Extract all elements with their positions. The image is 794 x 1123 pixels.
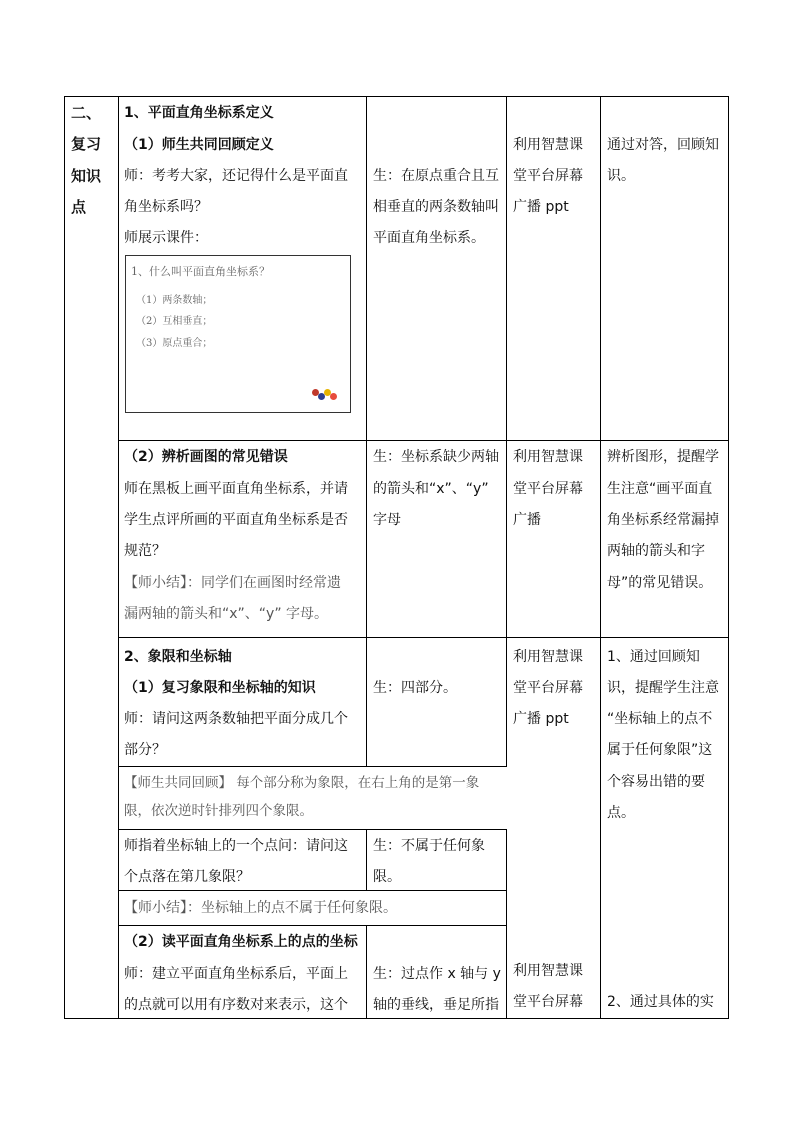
grid-line — [366, 829, 367, 890]
slide-item: （2）互相垂直； — [136, 316, 213, 327]
student-text: 生：过点作 x 轴与 y — [373, 966, 501, 982]
student-text: 平面直角坐标系。 — [373, 230, 485, 246]
section-title: 2、象限和坐标轴 — [124, 649, 232, 665]
media-text: 堂平台屏幕 — [513, 994, 583, 1010]
purpose-text: 通过对答，回顾知 — [607, 137, 719, 153]
grid-line — [118, 890, 507, 891]
student-text: 生：坐标系缺少两轴 — [373, 449, 499, 465]
stage-number: 二、 — [71, 104, 102, 122]
grid-line — [366, 96, 367, 766]
grid-line — [118, 440, 729, 441]
media-text: 堂平台屏幕 — [513, 168, 583, 184]
stage-name-line: 点 — [71, 198, 87, 216]
purpose-text: “坐标轴上的点不 — [607, 711, 713, 727]
grid-line — [118, 766, 507, 767]
student-text: 轴的垂线，垂足所指 — [373, 997, 499, 1013]
grid-line — [506, 96, 507, 766]
stage-name-line: 复习 — [71, 135, 102, 153]
grid-line — [118, 637, 729, 638]
media-text: 广播 ppt — [513, 199, 569, 215]
grid-line — [118, 829, 507, 830]
question-text: 个点落在第几象限？ — [124, 869, 250, 885]
grid-line — [118, 96, 119, 1019]
grid-line — [366, 925, 367, 1019]
student-text: 字母 — [373, 512, 401, 528]
grid-line — [506, 829, 507, 1019]
student-text: 相垂直的两条数轴叫 — [373, 199, 499, 215]
grid-line — [728, 96, 729, 1019]
purpose-text: 属于任何象限”这 — [607, 742, 713, 758]
subsection-title: （1）师生共同回顾定义 — [124, 137, 274, 153]
review-text: 限，依次逆时针排列四个象限。 — [124, 803, 313, 819]
student-text: 的箭头和“x”、“y” — [373, 481, 489, 497]
purpose-text: 识，提醒学生注意 — [607, 680, 719, 696]
question-text: 师指着坐标轴上的一个点问：请问这 — [124, 838, 348, 854]
purpose-text: 1、通过回顾知 — [607, 649, 700, 665]
purpose-text: 两轴的箭头和字 — [607, 543, 705, 559]
teacher-text: 师：建立平面直角坐标系后，平面上 — [124, 966, 348, 982]
teacher-text: 师：考考大家，还记得什么是平面直 — [124, 168, 348, 184]
teacher-text: 部分？ — [124, 742, 166, 758]
purpose-text: 2、通过具体的实 — [607, 994, 714, 1010]
purpose-text: 母”的常见错误。 — [607, 575, 713, 591]
media-text: 利用智慧课 — [513, 963, 583, 979]
purpose-text: 识。 — [607, 168, 635, 184]
grid-line — [118, 925, 507, 926]
student-text: 限。 — [373, 869, 401, 885]
slide-item: （3）原点重合； — [136, 338, 213, 349]
teacher-text: 师：请问这两条数轴把平面分成几个 — [124, 711, 348, 727]
purpose-text: 点。 — [607, 805, 635, 821]
subsection-title: （2）辨析画图的常见错误 — [124, 449, 288, 465]
teacher-text: 师在黑板上画平面直角坐标系，并请 — [124, 481, 348, 497]
teacher-text: 的点就可以用有序数对来表示，这个 — [124, 997, 348, 1013]
subsection-title: （2）读平面直角坐标系上的点的坐标 — [124, 934, 358, 950]
student-text: 生：四部分。 — [373, 680, 457, 696]
teacher-text: 学生点评所画的平面直角坐标系是否 — [124, 512, 348, 528]
grid-line — [600, 96, 601, 1019]
student-text: 生：不属于任何象 — [373, 838, 485, 854]
summary-text: 漏两轴的箭头和“x”、“y” 字母。 — [124, 606, 329, 622]
slide-preview — [125, 255, 351, 413]
media-text: 利用智慧课 — [513, 137, 583, 153]
media-text: 堂平台屏幕 — [513, 680, 583, 696]
grid-line — [64, 1018, 729, 1019]
media-text: 利用智慧课 — [513, 449, 583, 465]
teacher-text: 师展示课件： — [124, 230, 208, 246]
media-text: 利用智慧课 — [513, 649, 583, 665]
grid-line — [64, 96, 729, 97]
summary-text: 【师小结】：同学们在画图时经常遗 — [124, 575, 341, 591]
media-text: 广播 ppt — [513, 711, 569, 727]
subsection-title: （1）复习象限和坐标轴的知识 — [124, 680, 316, 696]
teacher-text: 角坐标系吗？ — [124, 199, 208, 215]
student-text: 生：在原点重合且互 — [373, 168, 499, 184]
purpose-text: 角坐标系经常漏掉 — [607, 512, 719, 528]
grid-line — [64, 96, 65, 1019]
purpose-text: 辨析图形，提醒学 — [607, 449, 719, 465]
teacher-text: 规范？ — [124, 543, 166, 559]
review-text: 【师生共同回顾】 每个部分称为象限，在右上角的是第一象 — [124, 775, 480, 791]
slide-item: （1）两条数轴； — [136, 295, 213, 306]
section-title: 1、平面直角坐标系定义 — [124, 105, 274, 121]
purpose-text: 个容易出错的要 — [607, 774, 705, 790]
summary-text: 【师小结】：坐标轴上的点不属于任何象限。 — [124, 900, 397, 916]
stage-name-line: 知识 — [71, 167, 102, 185]
slide-title: 1、什么叫平面直角坐标系？ — [131, 265, 270, 278]
purpose-text: 生注意“画平面直 — [607, 481, 713, 497]
media-text: 堂平台屏幕 — [513, 481, 583, 497]
media-text: 广播 — [513, 512, 541, 528]
